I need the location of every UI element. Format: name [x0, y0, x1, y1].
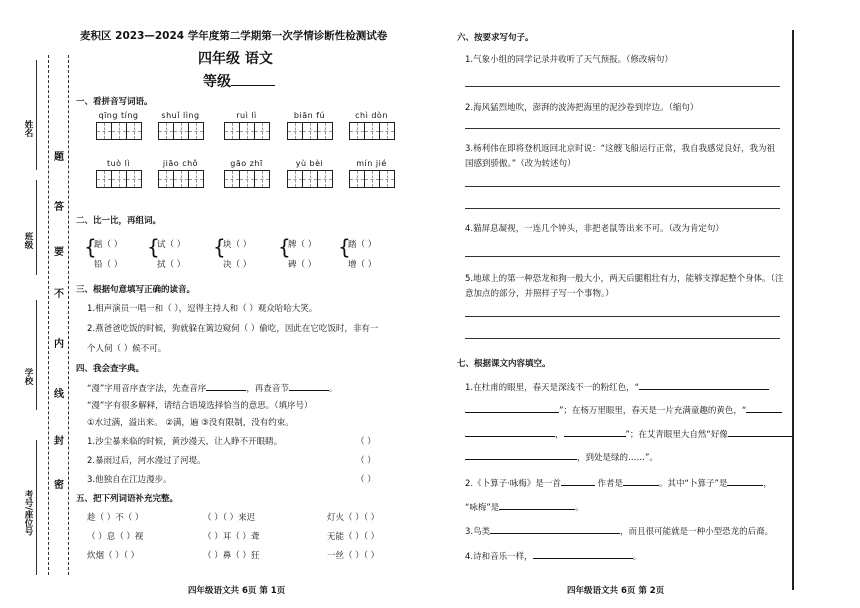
sec4-question-2: “漫”字有很多解释，请结合语境选择恰当的意思。（填序号） — [87, 401, 313, 411]
sec4-item: 2.暴雨过后，河水漫过了河堤。 — [87, 456, 206, 466]
idiom-blank[interactable]: （ ）耳（ ）聋 — [203, 532, 260, 542]
pinyin-box-group: qīng tíng — [96, 111, 141, 140]
sec6-question-5: 5.地球上的第一种恐龙和狗一般大小，两天后腿粗壮有力，能够支撑起整个身体。（注 — [465, 274, 784, 284]
pinyin-box-group: jiāo chǒ — [158, 159, 203, 188]
seal-char: 答 — [54, 202, 64, 213]
sec7-question-2-line2: “咏梅”是 。 — [465, 500, 584, 513]
binding-line-inner — [68, 55, 69, 575]
sec6-question-5-cont: 意加点的部分，并照样子写一个事物。） — [465, 289, 614, 299]
pinyin-box-group: yù bèi — [287, 159, 332, 188]
sec3-question-2: 2.燕爸爸吃饭的时候，狗就躲在篱边窥伺（ ）偷吃，因此在它吃饭时，非有一 — [87, 324, 379, 334]
exam-title: 麦积区 2023—2024 学年度第二学期第一次学情诊断性检测试卷 — [80, 30, 388, 42]
sec3-question-1: 1.相声演员一唱一和（ ），逗得主持人和（ ）观众哈哈大笑。 — [87, 304, 318, 314]
sec7-question-4: 4.诗和音乐一样， 。 — [465, 549, 641, 562]
section-6-title: 六、按要求写句子。 — [457, 33, 534, 43]
sec7-question-1: 1.在杜甫的眼里，春天是深浅不一的粉红色，“ — [465, 380, 769, 393]
sec6-question-4: 4.猫屏息凝视，一连几个钟头，非把老鼠等出来不可。（改为肯定句） — [465, 224, 724, 234]
seal-char: 密 — [54, 480, 64, 491]
sec4-item: 1.沙尘暴来临的时候，黄沙漫天，让人睁不开眼睛。 — [87, 437, 283, 447]
pinyin-box-group: shuǐ lìng — [158, 111, 203, 140]
class-blank — [36, 180, 37, 275]
school-blank — [36, 300, 37, 410]
idiom-blank[interactable]: （ ）鼻（ ）狂 — [203, 551, 260, 561]
margin-label-class: 班级 — [23, 232, 33, 249]
sec7-question-3: 3.鸟类 ，而且很可能就是一种小型恐龙的后裔。 — [465, 524, 773, 537]
answer-line[interactable] — [465, 338, 780, 339]
idiom-blank[interactable]: （ ）息（ ）视 — [87, 532, 144, 542]
pinyin-box-group: chì dòn — [349, 111, 394, 140]
seal-char: 封 — [54, 436, 64, 447]
pinyin-box-group: tuò lì — [96, 159, 141, 188]
answer-line[interactable] — [465, 128, 780, 129]
sec7-question-1-line3: ， ”；在艾青眼里大自然“好像 — [465, 427, 792, 440]
seal-char: 线 — [54, 389, 64, 400]
answer-line[interactable] — [465, 186, 780, 187]
section-3-title: 三、根据句意填写正确的读音。 — [76, 285, 196, 295]
binding-line-outer — [48, 55, 49, 575]
sec7-question-2: 2.《卜算子·咏梅》是一首 作者是 。其中“卜算子”是 ， — [465, 476, 772, 489]
page-footer-right: 四年级语文共 6页 第 2页 — [567, 586, 665, 596]
grade-label: 等级 — [203, 71, 275, 91]
name-blank — [36, 60, 37, 170]
margin-label-school: 学校 — [23, 368, 33, 385]
idiom-blank[interactable]: 一丝（ ）（ ） — [327, 551, 380, 561]
pinyin-box-group: biān fú — [287, 111, 332, 140]
section-4-title: 四、我会查字典。 — [76, 364, 145, 374]
seat-blank — [36, 440, 37, 575]
seal-char: 内 — [54, 339, 64, 350]
answer-line[interactable] — [465, 316, 780, 317]
answer-paren[interactable]: （ ） — [356, 456, 376, 466]
answer-line[interactable] — [465, 256, 780, 257]
sec7-question-1-line2: ”；在杨万里眼里，春天是一片充满童趣的黄色，“ — [465, 403, 782, 416]
page-edge-line — [792, 30, 794, 590]
section-1-title: 一、看拼音写词语。 — [76, 97, 153, 107]
sec6-question-3-cont: 国感到骄傲。”（改为转述句） — [465, 159, 576, 169]
sec7-question-1-line4: ，到处是绿的……”。 — [465, 450, 658, 463]
answer-line[interactable] — [465, 86, 780, 87]
idiom-blank[interactable]: 灯火（ ）（ ） — [327, 513, 380, 523]
sec4-options: ①水过满，溢出来。 ②满，遍 ③没有限制，没有约束。 — [87, 418, 294, 428]
idiom-blank[interactable]: 炊烟（ ）（ ） — [87, 551, 140, 561]
answer-paren[interactable]: （ ） — [356, 437, 376, 447]
section-2-title: 二、比一比，再组词。 — [76, 216, 162, 226]
seal-char: 不 — [54, 289, 64, 300]
sec4-question-1: “漫”字用音序查字法，先查音序 ，再查音节 。 — [87, 381, 337, 394]
section-7-title: 七、根据课文内容填空。 — [457, 359, 551, 369]
pinyin-box-group: ruì lì — [224, 111, 269, 140]
pinyin-box-group: mín jié — [349, 159, 394, 188]
seal-char: 要 — [54, 247, 64, 258]
answer-paren[interactable]: （ ） — [356, 475, 376, 485]
sec4-item: 3.他独自在江边漫步。 — [87, 475, 172, 485]
margin-label-name: 姓名 — [23, 120, 33, 137]
margin-label-seat: 考号/座位号 — [23, 490, 33, 536]
idiom-blank[interactable]: （ ）（ ）来迟 — [203, 513, 256, 523]
section-5-title: 五、把下列词语补充完整。 — [76, 494, 179, 504]
sec6-question-2: 2.海风猛烈地吹，澎湃的波涛把海里的泥沙卷到岸边。（缩句） — [465, 103, 699, 113]
sec3-question-2-cont: 个人伺（ ）候不可。 — [87, 344, 167, 354]
pinyin-box-group: gāo zhī — [224, 159, 269, 188]
subject-heading: 四年级 语文 — [198, 51, 273, 67]
seal-char: 题 — [54, 152, 64, 163]
answer-line[interactable] — [465, 208, 780, 209]
idiom-blank[interactable]: 趁（ ）不（ ） — [87, 513, 144, 523]
page-footer-left: 四年级语文共 6页 第 1页 — [188, 586, 286, 596]
idiom-blank[interactable]: 无能（ ）（ ） — [327, 532, 380, 542]
sec6-question-3: 3.杨利伟在即将登机返回北京时说：“这艘飞船运行正常，我自我感觉良好，我为祖 — [465, 144, 776, 154]
sec6-question-1: 1.气象小组的同学记录并收听了天气预报。（修改病句） — [465, 55, 673, 65]
